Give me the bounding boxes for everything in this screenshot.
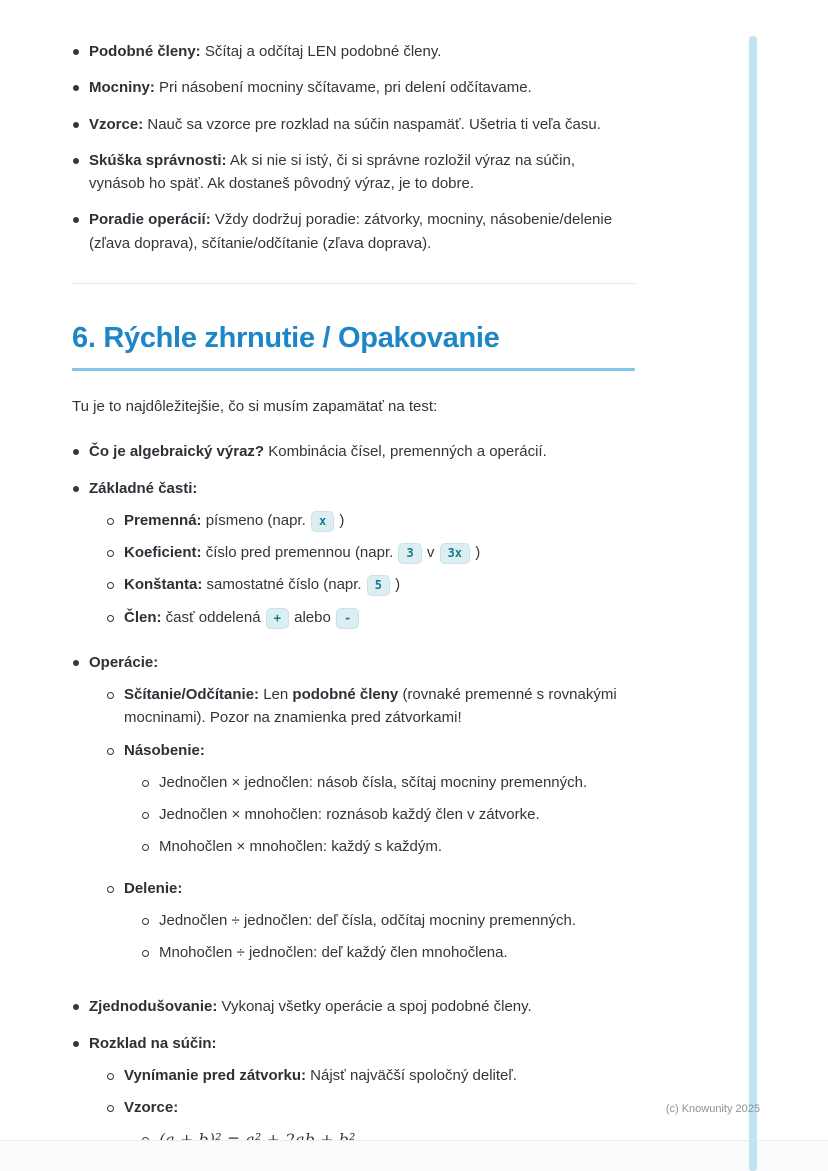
list-item <box>141 771 635 794</box>
sublist <box>106 509 635 629</box>
bullet-icon <box>73 158 79 164</box>
inline-code-badge: 3x <box>440 543 470 564</box>
item-text: Pri násobení mocniny sčítavame, pri delení odčítavame. <box>159 79 532 97</box>
list-item <box>106 509 635 532</box>
item-label: Premenná: <box>124 511 202 529</box>
inline-code-badge: 5 <box>367 575 390 596</box>
item-text: ) <box>339 511 345 529</box>
item-emphasis: podobné členy <box>292 686 399 704</box>
bullet-icon <box>73 660 79 666</box>
item-label: Mocniny: <box>89 79 155 97</box>
page-break-strip <box>0 1140 828 1171</box>
circle-bullet-icon <box>107 615 114 622</box>
list-item <box>72 440 635 463</box>
sublist <box>141 909 635 965</box>
list-item <box>106 606 635 629</box>
inline-code-badge: + <box>266 608 289 629</box>
item-text: Mnohočlen ÷ jednočlen: deľ každý člen mnohočlena. <box>159 944 508 962</box>
item-text: Mnohočlen × mnohočlen: každý s každým. <box>159 838 443 856</box>
section-heading: 6. Rýchle zhrnutie / Opakovanie <box>72 321 500 354</box>
circle-bullet-icon <box>107 692 114 699</box>
item-label: Operácie: <box>89 653 159 671</box>
item-text: Jednočlen ÷ jednočlen: deľ čísla, odčítaj mocniny premenných. <box>159 911 577 929</box>
item-text: Kombinácia čísel, premenných a operácií. <box>268 443 547 461</box>
sublist <box>141 771 635 859</box>
heading-underline <box>72 368 635 371</box>
bullet-icon <box>73 1041 79 1047</box>
bullet-icon <box>73 122 79 128</box>
item-text: Sčítaj a odčítaj LEN podobné členy. <box>204 43 442 60</box>
item-text: alebo <box>294 608 331 626</box>
copyright-footer: (c) Knowunity 2025 <box>665 1103 760 1115</box>
item-text: v <box>426 544 435 562</box>
bullet-icon <box>73 1004 79 1010</box>
circle-bullet-icon <box>142 844 149 851</box>
list-item <box>72 76 635 99</box>
inline-code-badge: - <box>336 608 359 629</box>
item-label: Rozklad na súčin: <box>89 1034 217 1052</box>
list-item <box>141 941 635 964</box>
item-label: Skúška správnosti: <box>89 151 227 169</box>
bullet-icon <box>73 217 79 223</box>
bullet-icon <box>73 85 79 91</box>
list-item <box>141 835 635 858</box>
circle-bullet-icon <box>107 550 114 557</box>
item-text: samostatné číslo (napr. <box>206 576 362 594</box>
item-text: číslo pred premennou (napr. <box>205 544 394 562</box>
inline-code-badge: 3 <box>398 543 421 564</box>
bullet-icon <box>73 486 79 492</box>
circle-bullet-icon <box>142 918 149 925</box>
circle-bullet-icon <box>142 950 149 957</box>
list-item <box>141 909 635 932</box>
item-label: Čo je algebraický výraz? <box>89 443 265 461</box>
list-item <box>72 477 635 638</box>
inline-code-badge: x <box>311 511 334 532</box>
bullet-icon <box>73 49 79 55</box>
item-text: Jednočlen × mnohočlen: roznásob každý člen v zátvorke. <box>159 806 540 824</box>
intro-paragraph: Tu je to najdôležitejšie, čo si musím zapamätať na test: <box>72 398 438 416</box>
item-label: Vzorce: <box>124 1099 179 1117</box>
item-label: Podobné členy: <box>89 43 201 60</box>
list-item <box>106 573 635 596</box>
circle-bullet-icon <box>107 518 114 525</box>
list-item <box>72 113 635 136</box>
list-item <box>106 1064 635 1087</box>
tips-list <box>72 40 635 255</box>
item-label: Delenie: <box>124 879 183 897</box>
circle-bullet-icon <box>107 582 114 589</box>
item-text: ) <box>395 576 401 594</box>
item-text: písmeno (napr. <box>205 511 306 529</box>
sublist <box>106 683 635 973</box>
section-divider <box>72 283 635 284</box>
circle-bullet-icon <box>107 748 114 755</box>
item-text: Nauč sa vzorce pre rozklad na súčin naspamäť. Ušetria ti veľa času. <box>147 115 601 133</box>
item-text: (rovnaké premenné s rovnakými mocninami). Pozor na znamienka pred zátvorkami! <box>124 686 617 727</box>
item-label: Člen: <box>124 608 162 626</box>
item-label: Zjednodušovanie: <box>89 998 218 1016</box>
item-label: Základné časti: <box>89 479 198 497</box>
circle-bullet-icon <box>107 886 114 893</box>
list-item <box>72 651 635 983</box>
list-item <box>106 877 635 974</box>
circle-bullet-icon <box>107 1105 114 1112</box>
item-label: Násobenie: <box>124 741 205 759</box>
summary-list <box>72 440 635 1170</box>
item-text: Vykonaj všetky operácie a spoj podobné členy. <box>221 998 532 1016</box>
item-text: Jednočlen × jednočlen: násob čísla, sčítaj mocniny premenných. <box>159 773 588 791</box>
list-item <box>106 683 635 730</box>
bullet-icon <box>73 449 79 455</box>
item-label: Vynímanie pred zátvorku: <box>124 1066 306 1084</box>
item-text: Vždy dodržuj poradie: zátvorky, mocniny, násobenie/delenie (zľava doprava), sčítanie/odčítanie (zľava doprava). <box>89 211 613 252</box>
list-item <box>72 208 635 255</box>
item-text: Len <box>263 686 289 704</box>
item-label: Koeficient: <box>124 544 202 562</box>
item-text: časť oddelená <box>165 608 261 626</box>
circle-bullet-icon <box>107 1073 114 1080</box>
item-label: Poradie operácií: <box>89 211 211 229</box>
list-item <box>141 803 635 826</box>
right-accent-bar <box>749 36 757 1171</box>
item-label: Vzorce: <box>89 115 144 133</box>
item-text: Nájsť najväčší spoločný deliteľ. <box>310 1066 517 1084</box>
circle-bullet-icon <box>142 780 149 787</box>
list-item <box>106 541 635 564</box>
list-item <box>106 739 635 868</box>
item-label: Konštanta: <box>124 576 203 594</box>
circle-bullet-icon <box>142 812 149 819</box>
item-text: Ak si nie si istý, či si správne rozložil výraz na súčin, vynásob ho späť. Ak dostaneš pôvodný výraz, je to dobre. <box>89 151 576 192</box>
list-item <box>72 149 635 196</box>
item-label: Sčítanie/Odčítanie: <box>124 686 260 704</box>
list-item <box>72 995 635 1018</box>
list-item <box>72 40 635 63</box>
item-text: ) <box>475 544 481 562</box>
